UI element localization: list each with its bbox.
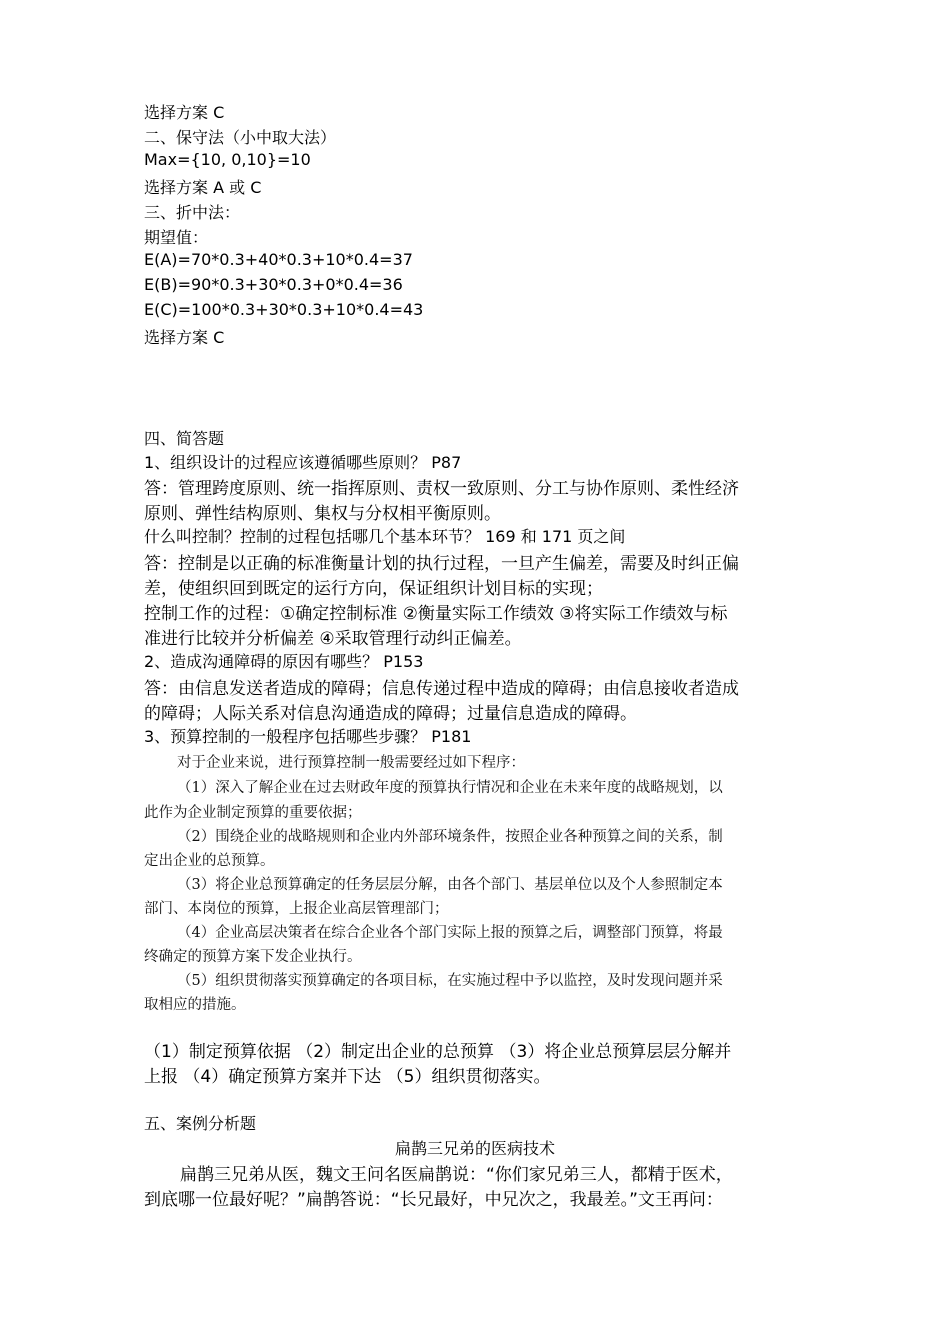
formula-line: E(C)=100*0.3+30*0.3+10*0.4=43 bbox=[144, 300, 424, 319]
section-heading: 四、简答题 bbox=[144, 429, 225, 448]
procedure-step: 终确定的预算方案下发企业执行。 bbox=[144, 949, 362, 965]
section-heading: 三、折中法： bbox=[144, 203, 241, 222]
answer-line: 答：控制是以正确的标准衡量计划的执行过程，一旦产生偏差，需要及时纠正偏 bbox=[144, 554, 739, 574]
procedure-step: 取相应的措施。 bbox=[144, 997, 246, 1013]
question: 3、预算控制的一般程序包括哪些步骤？ P181 bbox=[144, 727, 472, 746]
summary-line: 上报 （4）确定预算方案并下达 （5）组织贯彻落实。 bbox=[144, 1067, 551, 1087]
formula-line: E(A)=70*0.3+40*0.3+10*0.4=37 bbox=[144, 250, 413, 269]
text-line: 选择方案 C bbox=[144, 103, 225, 122]
answer-line: 准进行比较并分析偏差 ④采取管理行动纠正偏差。 bbox=[144, 629, 522, 649]
case-body-line: 到底哪一位最好呢？”扁鹊答说：“长兄最好，中兄次之，我最差。”文王再问： bbox=[144, 1190, 723, 1210]
procedure-step: （3）将企业总预算确定的任务层层分解，由各个部门、基层单位以及个人参照制定本 bbox=[177, 877, 723, 893]
text-line: 期望值： bbox=[144, 228, 209, 247]
answer-line: 差，使组织回到既定的运行方向，保证组织计划目标的实现； bbox=[144, 579, 603, 599]
procedure-step: （4）企业高层决策者在综合企业各个部门实际上报的预算之后，调整部门预算，将最 bbox=[177, 925, 723, 941]
section-heading: 二、保守法（小中取大法） bbox=[144, 128, 337, 147]
procedure-step: （2）围绕企业的战略规则和企业内外部环境条件，按照企业各种预算之间的关系，制 bbox=[177, 829, 723, 845]
answer-line: 答：管理跨度原则、统一指挥原则、责权一致原则、分工与协作原则、柔性经济 bbox=[144, 479, 739, 499]
text-line: 选择方案 A 或 C bbox=[144, 178, 262, 197]
question: 2、造成沟通障碍的原因有哪些？ P153 bbox=[144, 652, 424, 671]
formula-line: Max={10, 0,10}=10 bbox=[144, 150, 311, 169]
answer-line: 的障碍；人际关系对信息沟通造成的障碍；过量信息造成的障碍。 bbox=[144, 704, 637, 724]
procedure-step: 定出企业的总预算。 bbox=[144, 853, 275, 869]
answer-line: 原则、弹性结构原则、集权与分权相平衡原则。 bbox=[144, 504, 501, 524]
question: 什么叫控制？控制的过程包括哪几个基本环节？ 169 和 171 页之间 bbox=[144, 527, 626, 546]
procedure-step: 部门、本岗位的预算，上报企业高层管理部门； bbox=[144, 901, 449, 917]
procedure-step: 此作为企业制定预算的重要依据； bbox=[144, 805, 362, 821]
case-body-line: 扁鹊三兄弟从医，魏文王问名医扁鹊说：“你们家兄弟三人，都精于医术， bbox=[180, 1165, 733, 1185]
summary-line: （1）制定预算依据 （2）制定出企业的总预算 （3）将企业总预算层层分解并 bbox=[144, 1042, 732, 1062]
text-line: 选择方案 C bbox=[144, 328, 225, 347]
procedure-step: （1）深入了解企业在过去财政年度的预算执行情况和企业在未来年度的战略规划，以 bbox=[177, 780, 723, 796]
case-title: 扁鹊三兄弟的医病技术 bbox=[394, 1139, 555, 1158]
formula-line: E(B)=90*0.3+30*0.3+0*0.4=36 bbox=[144, 275, 403, 294]
procedure-step: （5）组织贯彻落实预算确定的各项目标，在实施过程中予以监控，及时发现问题并采 bbox=[177, 973, 723, 989]
answer-line: 控制工作的过程：①确定控制标准 ②衡量实际工作绩效 ③将实际工作绩效与标 bbox=[144, 604, 728, 624]
procedure-intro: 对于企业来说，进行预算控制一般需要经过如下程序： bbox=[177, 755, 525, 771]
answer-line: 答：由信息发送者造成的障碍；信息传递过程中造成的障碍；由信息接收者造成 bbox=[144, 679, 739, 699]
question: 1、组织设计的过程应该遵循哪些原则？ P87 bbox=[144, 453, 462, 472]
section-heading: 五、案例分析题 bbox=[144, 1114, 257, 1133]
